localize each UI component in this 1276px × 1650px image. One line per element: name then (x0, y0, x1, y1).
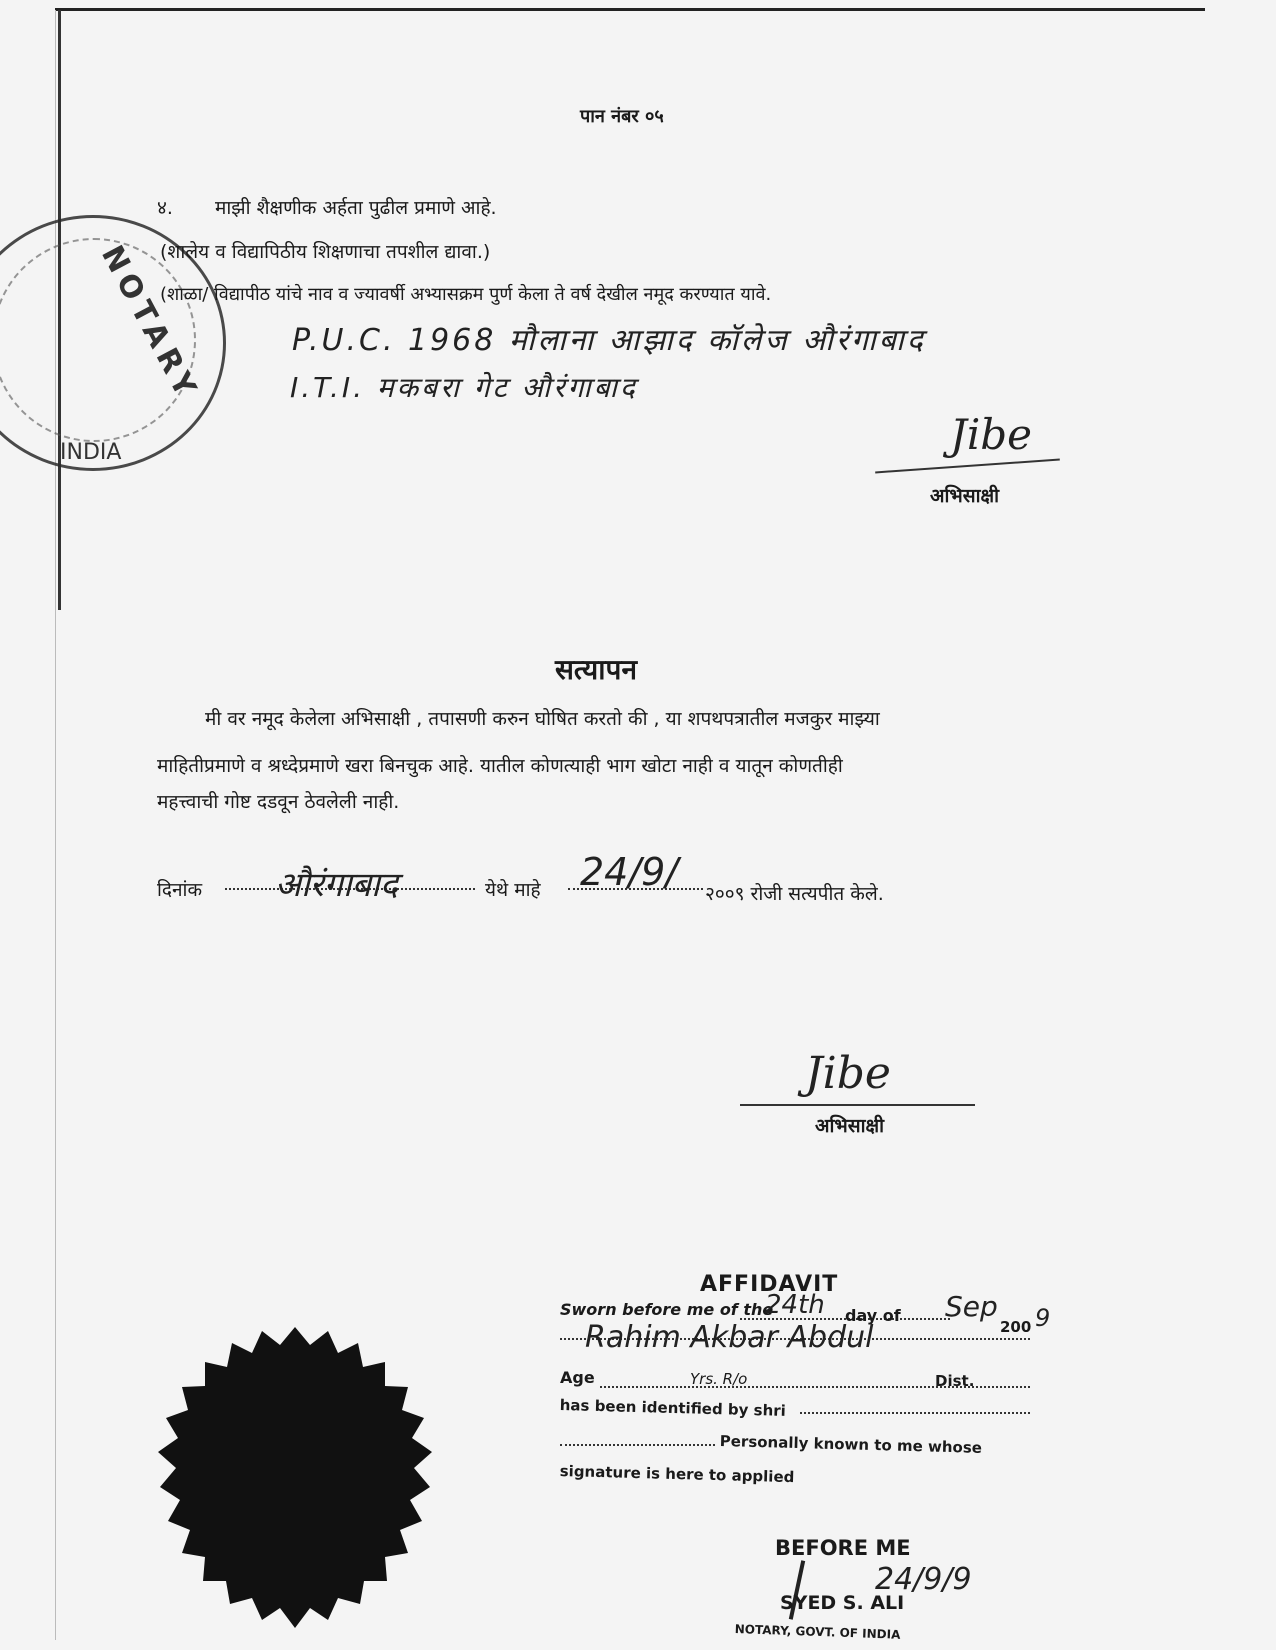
affidavit-day-of: day of (845, 1306, 901, 1325)
section-number: ४. (157, 197, 173, 219)
signature-stroke-1 (875, 459, 1060, 474)
affidavit-dotline-3 (600, 1386, 1030, 1388)
affidavit-age: Age (560, 1368, 595, 1387)
affidavit-yrs: Yrs. R/o (690, 1370, 748, 1388)
notary-seal (130, 1325, 460, 1650)
affidavit-month: Sep (945, 1290, 998, 1323)
affidavit-year: 200 (1000, 1318, 1032, 1336)
deponent-signature-2: Jibe (805, 1048, 891, 1099)
page-number: पान नंबर ०५ (580, 106, 664, 127)
notary-stamp-country: INDIA (60, 440, 122, 465)
affidavit-name-hand: Rahim Akbar Abdul (585, 1320, 874, 1355)
handwritten-qualification-2: I.T.I. मकबरा गेट औरंगाबाद (290, 371, 638, 404)
top-border-line (55, 8, 1205, 11)
notary-title: NOTARY, GOVT. OF INDIA (734, 1622, 901, 1642)
before-me-label: BEFORE ME (775, 1536, 911, 1560)
affidavit-title: AFFIDAVIT (700, 1272, 839, 1297)
affidavit-line-4: has been identified by shri (559, 1396, 787, 1420)
affidavit-day: 24th (765, 1290, 825, 1320)
verification-line-3: महत्त्वाची गोष्ट दडवून ठेवलेली नाही. (157, 791, 400, 813)
deponent-signature-1: Jibe (950, 410, 1033, 459)
date-middle: येथे माहे (485, 879, 541, 901)
date-suffix: २००९ रोजी सत्यपीत केले. (705, 883, 884, 905)
affidavit-line-5: Personally known to me whose (719, 1432, 983, 1457)
affidavit-dotline-4 (800, 1412, 1030, 1414)
affidavit-year-hand: 9 (1035, 1304, 1051, 1332)
handwritten-qualification-1: P.U.C. 1968 मौलाना आझाद कॉलेज औरंगाबाद (292, 323, 926, 358)
deponent-label-2: अभिसाक्षी (815, 1115, 885, 1137)
deponent-label-1: अभिसाक्षी (930, 485, 1000, 507)
affidavit-dotline-5 (560, 1444, 715, 1446)
signature-stroke-2 (740, 1104, 975, 1106)
notary-stamp-text: NOTARY (94, 240, 206, 408)
date-prefix: दिनांक (157, 879, 203, 901)
section-line-3: (शाळा/ विद्यापीठ यांचे नाव व ज्यावर्षी अभ्यासक्रम पुर्ण केला ते वर्ष देखील नमूद करण्यात यावे. (160, 284, 772, 305)
affidavit-line-6: signature is here to applied (559, 1462, 795, 1487)
section-line-2: (शालेय व विद्यापिठीय शिक्षणाचा तपशील द्यावा.) (160, 241, 491, 263)
handwritten-place: औरंगाबाद (275, 865, 398, 905)
affidavit-line-1: Sworn before me of the (560, 1300, 774, 1319)
verification-line-1: मी वर नमूद केलेला अभिसाक्षी , तपासणी करुन घोषित करतो की , या शपथपत्रातील मजकुर माझ्या (205, 708, 880, 730)
notary-sign-date: 24/9/9 (875, 1562, 972, 1597)
notary-name: SYED S. ALI (780, 1592, 905, 1614)
handwritten-date: 24/9/ (580, 850, 679, 894)
affidavit-dist: Dist. (935, 1372, 975, 1390)
verification-title: सत्यापन (555, 653, 637, 686)
section-line-1: माझी शैक्षणीक अर्हता पुढील प्रमाणे आहे. (215, 197, 497, 219)
verification-line-2: माहितीप्रमाणे व श्रध्देप्रमाणे खरा बिनचुक आहे. यातील कोणत्याही भाग खोटा नाही व यातून कोणतीही (157, 755, 843, 777)
